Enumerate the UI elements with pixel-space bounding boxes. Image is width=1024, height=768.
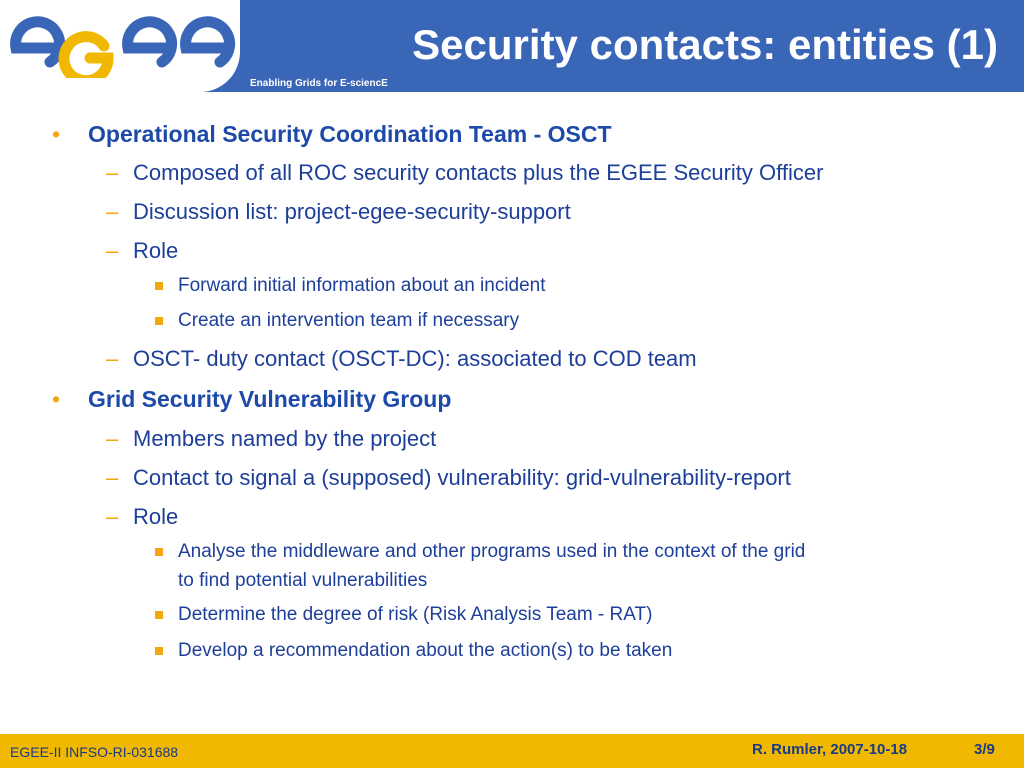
section-title: Grid Security Vulnerability Group (88, 386, 452, 412)
bullet-dash: – (106, 160, 119, 185)
list-item: OSCT- duty contact (OSCT-DC): associated to COD team (133, 346, 697, 371)
sub-item: Determine the degree of risk (Risk Analysis Team - RAT) (178, 604, 653, 625)
sub-item-continuation: to find potential vulnerabilities (178, 570, 428, 591)
footer-author-date: R. Rumler, 2007-10-18 (752, 741, 908, 758)
footer-project-id: EGEE-II INFSO-RI-031688 (10, 744, 179, 760)
logo-panel (0, 0, 240, 92)
bullet-dash: – (106, 504, 119, 529)
bullet-dot: • (52, 121, 61, 147)
list-item: Composed of all ROC security contacts plus the EGEE Security Officer (133, 160, 824, 185)
bullet-square (155, 282, 163, 290)
bullet-square (155, 647, 163, 655)
slide-footer (0, 734, 1024, 768)
bullet-dash: – (106, 346, 119, 371)
list-item: Members named by the project (133, 426, 437, 451)
page-number: 3/9 (974, 741, 995, 758)
section-title: Operational Security Coordination Team - OSCT (88, 121, 612, 147)
sub-item: Create an intervention team if necessary (178, 310, 520, 331)
bullet-dash: – (106, 465, 119, 490)
egee-logo (10, 14, 236, 78)
sub-item: Forward initial information about an incident (178, 275, 546, 296)
list-item: Role (133, 238, 179, 263)
sub-item: Develop a recommendation about the action(s) to be taken (178, 640, 673, 661)
tagline: Enabling Grids for E-sciencE (250, 78, 388, 89)
bullet-dash: – (106, 426, 119, 451)
bullet-dash: – (106, 238, 119, 263)
list-item: Discussion list: project-egee-security-support (133, 199, 571, 224)
bullet-square (155, 317, 163, 325)
bullet-dash: – (106, 199, 119, 224)
slide-header (0, 0, 1024, 92)
list-item: Role (133, 504, 179, 529)
bullet-dot: • (52, 386, 61, 412)
list-item: Contact to signal a (supposed) vulnerability: grid-vulnerability-report (133, 465, 791, 490)
slide-title: Security contacts: entities (1) (412, 21, 998, 68)
bullet-square (155, 611, 163, 619)
sub-item: Analyse the middleware and other programs used in the context of the grid (178, 541, 806, 562)
bullet-square (155, 548, 163, 556)
